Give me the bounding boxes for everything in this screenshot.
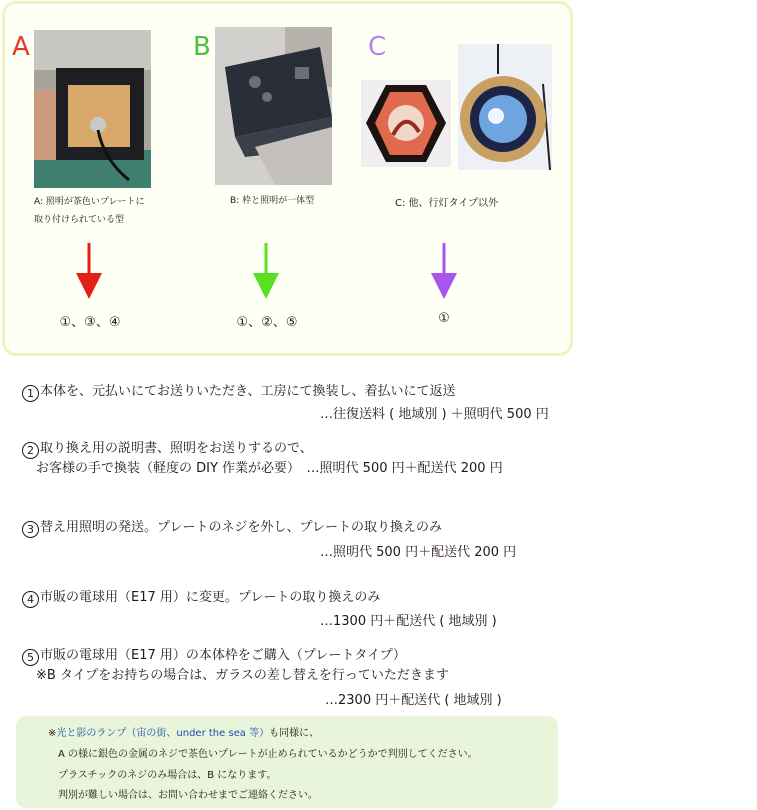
- option-5: [22, 648, 406, 666]
- type-c-caption: C: 他、行灯タイプ以外: [395, 198, 499, 209]
- type-b-options: ①、②、⑤: [236, 315, 298, 330]
- type-b-caption: B: 枠と照明が一体型: [230, 196, 315, 206]
- option-text: 市販の電球用（E17 用）の本体枠をご購入（プレートタイプ）: [40, 648, 406, 663]
- option-number: 4: [22, 591, 39, 608]
- option-number: 2: [22, 442, 39, 459]
- type-b-photo: [215, 27, 332, 185]
- option-number: 1: [22, 385, 39, 402]
- note-highlight: 光と影のランプ（宙の街、under the sea 等）: [56, 728, 270, 739]
- option-2: [22, 441, 313, 459]
- option-number: 3: [22, 521, 39, 538]
- option-text: 市販の電球用（E17 用）に変更。プレートの取り換えのみ: [40, 590, 381, 605]
- type-c-arrow: [431, 243, 457, 299]
- note-line-1: [48, 724, 319, 739]
- option-number: 5: [22, 649, 39, 666]
- type-a-letter: A: [12, 32, 30, 62]
- note-line-4: 判別が難しい場合は、お問い合わせまでご連絡ください。: [58, 790, 318, 801]
- option-text: 替え用照明の発送。プレートのネジを外し、プレートの取り換えのみ: [40, 520, 442, 535]
- option-4-cost: …1300 円＋配送代 ( 地域別 ): [320, 614, 497, 629]
- type-c-photo-hex-lamp: [361, 80, 451, 167]
- type-a-photo: [34, 30, 151, 188]
- type-a-options: ①、③、④: [59, 315, 121, 330]
- option-5-line2: ※B タイプをお持ちの場合は、ガラスの差し替えを行っていただきます: [36, 668, 449, 683]
- note-suffix: も同様に、: [269, 728, 320, 739]
- type-c-photo-round-lamp: [458, 44, 552, 170]
- type-a-arrow: [76, 243, 102, 299]
- option-text: 取り換え用の説明書、照明をお送りするので、: [40, 441, 313, 456]
- option-3-cost: …照明代 500 円＋配送代 200 円: [320, 545, 517, 560]
- note-box: [16, 716, 558, 808]
- type-a-caption: [34, 193, 174, 229]
- note-prefix: ※: [48, 728, 57, 739]
- type-b-arrow: [253, 243, 279, 299]
- option-2-line2: お客様の手で換装（軽度の DIY 作業が必要） …照明代 500 円＋配送代 200 円: [36, 461, 503, 476]
- option-1-cost: …往復送料 ( 地域別 ) ＋照明代 500 円: [320, 407, 549, 422]
- type-c-letter: C: [368, 32, 387, 62]
- type-a-caption-line2: 取り付けられている型: [34, 215, 125, 225]
- type-a-caption-line1: A: 照明が茶色いプレートに: [34, 197, 145, 207]
- option-3: [22, 520, 442, 538]
- type-b-letter: B: [193, 32, 211, 62]
- type-c-options: ①: [438, 311, 450, 326]
- note-line-3: プラスチックのネジのみ場合は、B になります。: [58, 770, 277, 781]
- option-text: 本体を、元払いにてお送りいただき、工房にて換装し、着払いにて返送: [40, 384, 456, 399]
- option-5-cost: …2300 円＋配送代 ( 地域別 ): [325, 693, 502, 708]
- option-1: [22, 384, 455, 402]
- option-4: [22, 590, 380, 608]
- note-line-2: A の様に銀色の金属のネジで茶色いプレートが止められているかどうかで判別してください。: [58, 749, 478, 760]
